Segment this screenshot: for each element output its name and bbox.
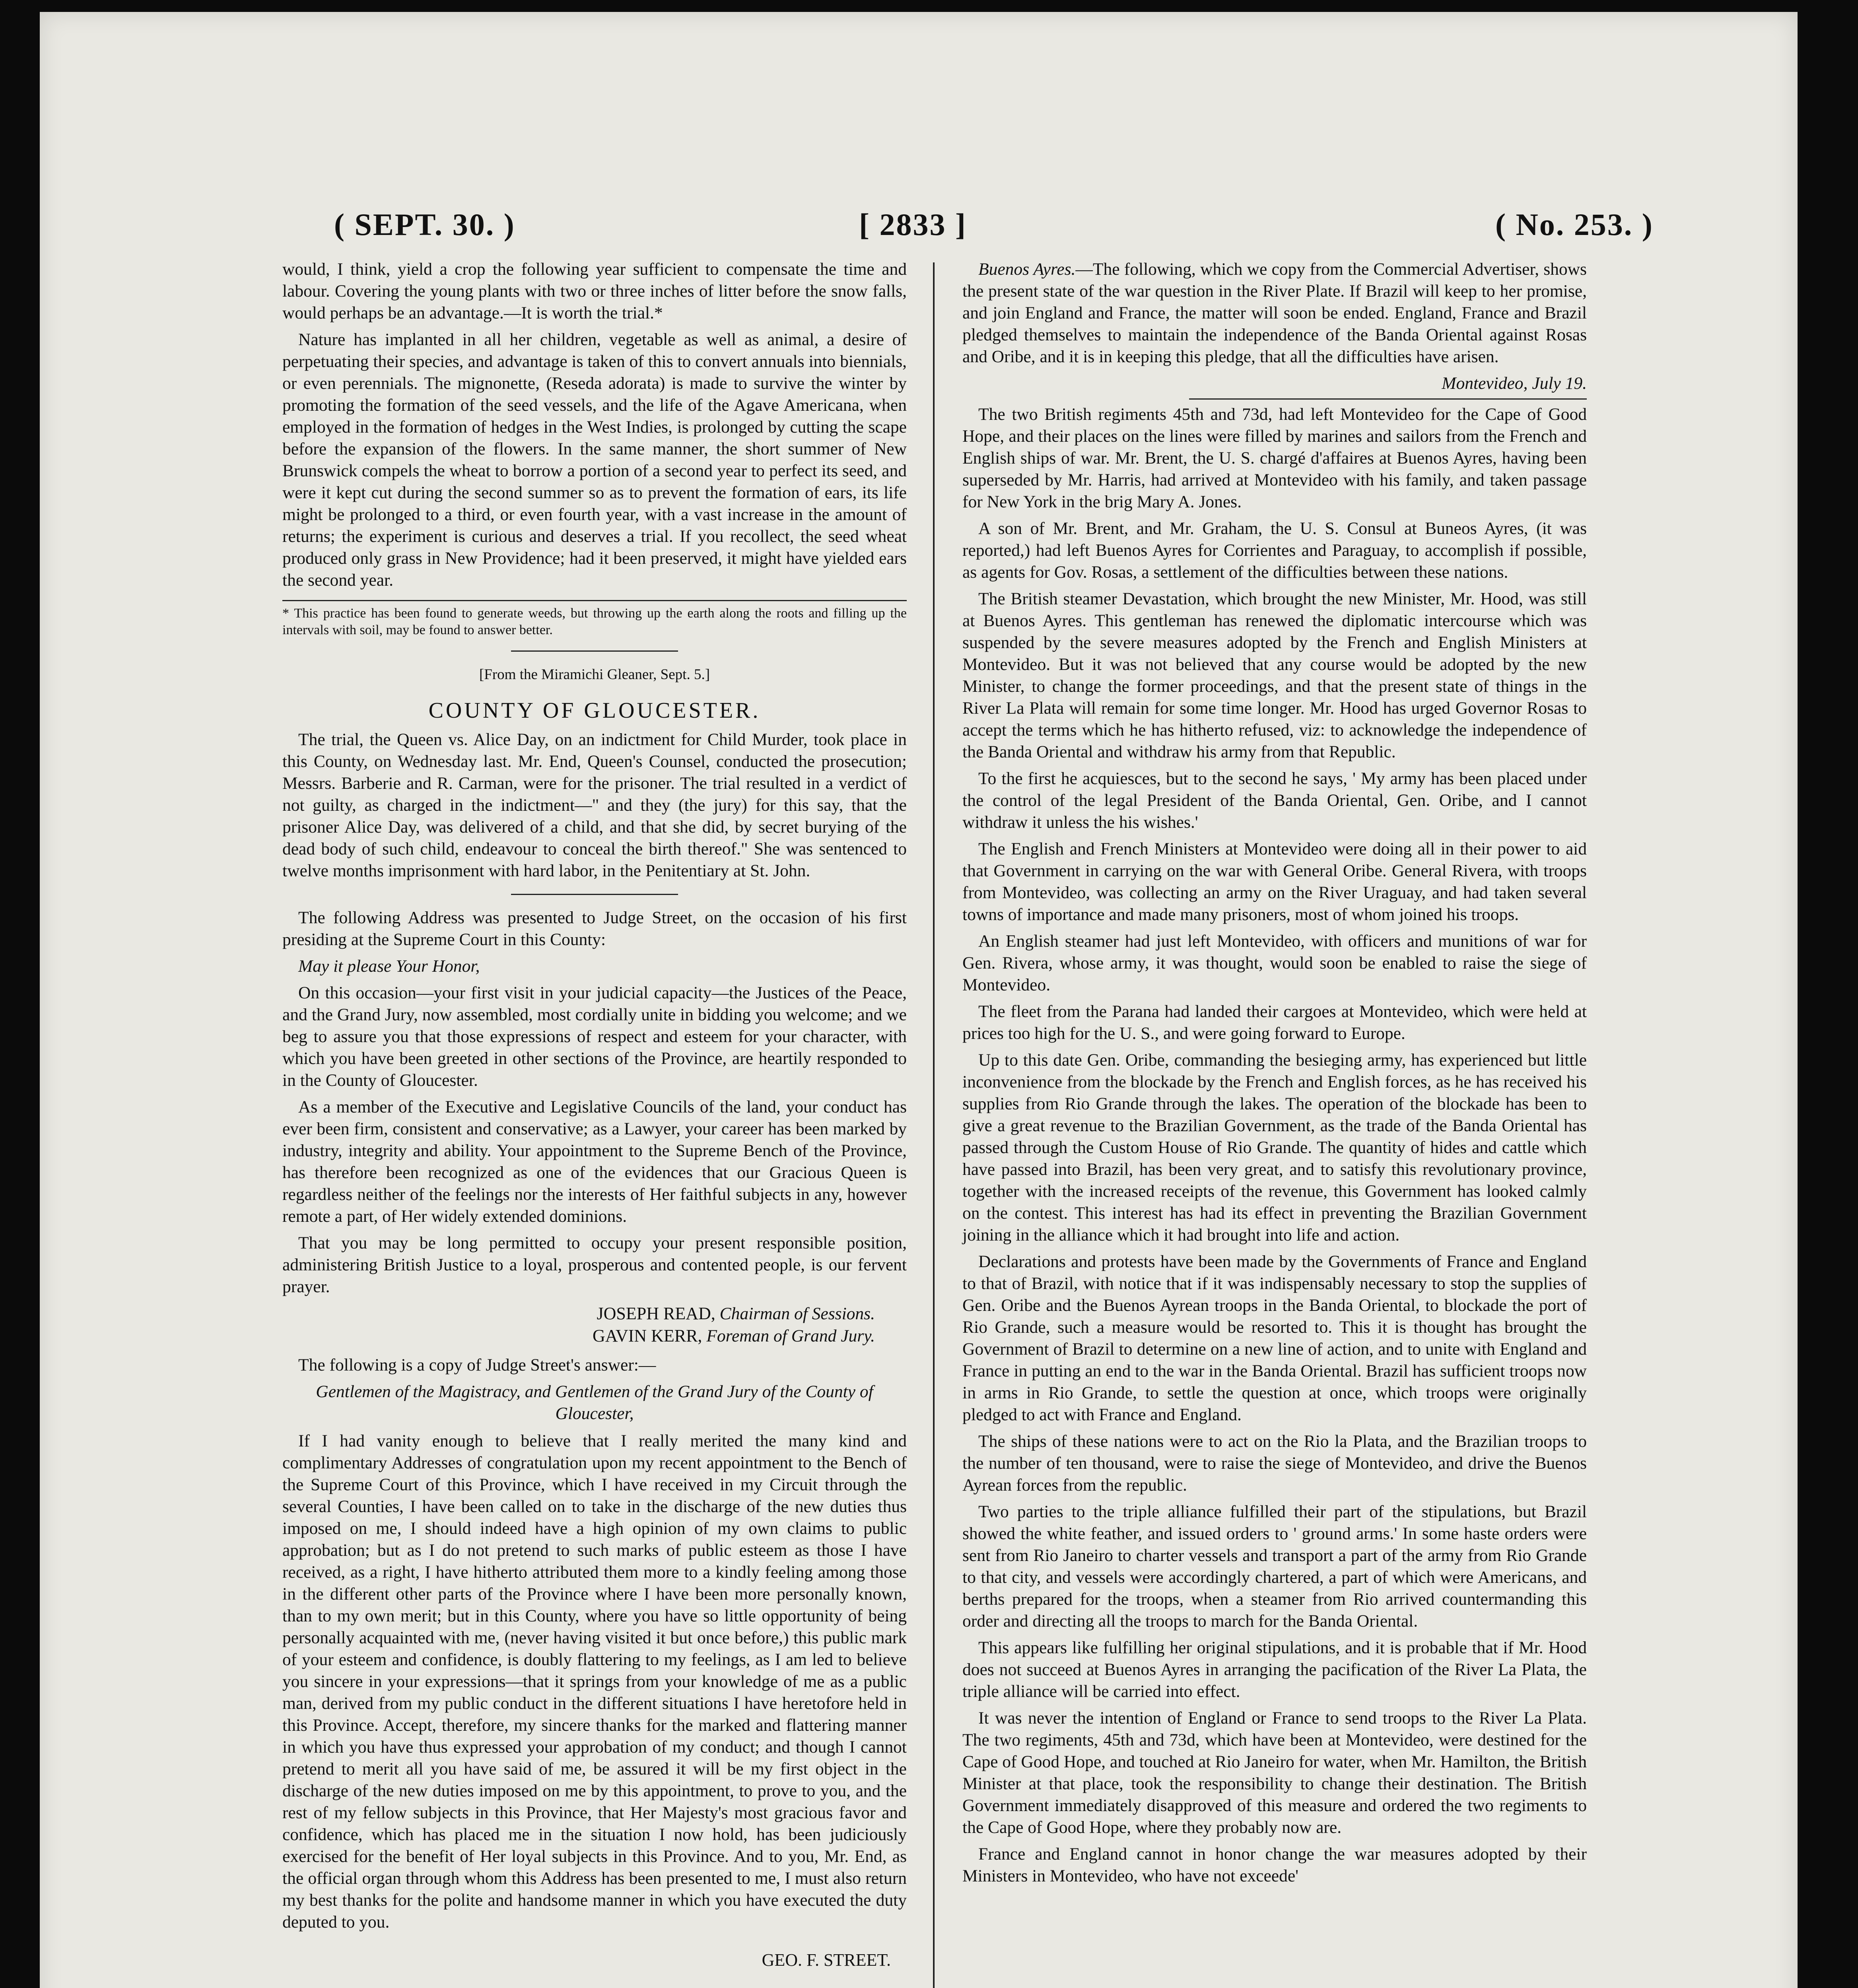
paragraph: This appears like fulfilling her original stipulations, and it is probable that if Mr. Hood does not succeed at Buenos Ayres in arranging the pacification of the River La Plata, the triple alliance will be carried into effect. <box>962 1638 1587 1701</box>
signature-title: Foreman of Grand Jury. <box>706 1326 875 1345</box>
greeting: Gentlemen of the Magistracy, and Gentlemen of the Grand Jury of the County of Gloucester, <box>316 1382 873 1423</box>
salutation: May it please Your Honor, <box>298 957 480 976</box>
paragraph: Up to this date Gen. Oribe, commanding the besieging army, has experienced but little inconvenience from the blockade by the French and English forces, as he has received his supplies from Rio Grande through the lakes. The operation of the blockade has been to give a great revenue to the Brazilian Government, as the trade of the Banda Oriental has passed through the Custom House of Rio Grande. The quantity of hides and cattle which have passed into Brazil, has been very great, and to satisfy this revolutionary province, together with the increased receipts of the revenue, this Government has looked calmly on the contest. This interest has had its effect in preventing the Brazilian Government joining in the alliance which it had brought into life and action. <box>962 1050 1587 1244</box>
paragraph: The British steamer Devastation, which brought the new Minister, Mr. Hood, was still at Buenos Ayres. This gentleman has renewed the diplomatic intercourse which was suspended by the severe measures adopted by the French and English Ministers at Montevideo. But it was not believed that any course would be adopted by the new Minister, to change the former proceedings, and that the present state of things in the River La Plata will remain for some time longer. Mr. Hood has urged Governor Rosas to accept the terms which he has hitherto refused, viz: to acknowledge the independence of the Banda Oriental and withdraw his army from that Republic. <box>962 589 1587 761</box>
paragraph: The following is a copy of Judge Street's answer:— <box>298 1355 656 1375</box>
source-line: [From the Miramichi Gleaner, Sept. 5.] <box>479 666 710 683</box>
signature-read <box>282 1303 907 1325</box>
divider <box>511 650 678 652</box>
paragraph: Nature has implanted in all her children, vegetable as well as animal, a desire of perpetuating their species, and advantage is taken of this to convert annuals into biennials, or even perennials. The mignonette, (Reseda adorata) is made to survive the winter by promoting the formation of the seed vessels, and the life of the Agave Americana, when employed in the formation of hedges in the West Indies, is prolonged by cutting the scape before the expansion of the flowers. In the same manner, the short summer of New Brunswick compels the wheat to borrow a portion of a second year to perfect its seed, and were it kept cut during the second summer so as to prevent the formation of ears, its life might be prolonged to a third, or even fourth year, with a vast increase in the amount of returns; the experiment is curious and deserves a trial. If you recollect, the seed wheat produced only grass in New Providence; had it been preserved, it might have yielded ears the second year. <box>282 330 907 590</box>
header-page-number: [ 2833 ] <box>859 207 967 242</box>
header-issue-number: ( No. 253. ) <box>1495 207 1654 242</box>
left-column <box>282 258 907 1971</box>
paragraph <box>962 258 1587 368</box>
signature-name: JOSEPH READ, <box>597 1304 715 1323</box>
paragraph: As a member of the Executive and Legislative Councils of the land, your conduct has ever been firm, consistent and conservative; as a Lawyer, your career has been marked by industry, integrity and ability. Your appointment to the Supreme Bench of the Province, has therefore been recognized as one of the evidences that our Gracious Queen is regardless neither of the feelings nor the interests of Her faithful subjects in any, however remote a part, of Her widely extended dominions. <box>282 1097 907 1226</box>
paragraph: would, I think, yield a crop the following year sufficient to compensate the time and labour. Covering the young plants with two or three inches of litter before the snow falls, would perhaps be an advantage.—It is worth the trial.* <box>282 260 907 322</box>
page-header <box>40 207 1798 250</box>
paragraph: An English steamer had just left Montevideo, with officers and munitions of war for Gen. Rivera, whose army, it was thought, would soon be enabled to raise the siege of Montevideo. <box>962 932 1587 994</box>
closing-signature: GEO. F. STREET. <box>762 1950 891 1970</box>
article-headline: COUNTY OF GLOUCESTER. <box>428 698 761 723</box>
signature-name: GAVIN KERR, <box>593 1326 702 1345</box>
paragraph-body: —The following, which we copy from the Commercial Advertiser, shows the present state of the war question in the River Plate. If Brazil will keep to her promise, and join England and France, the matter will soon be ended. England, France and Brazil pledged themselves to maintain the independence of the Banda Oriental against Rosas and Oribe, and it is in keeping this pledge, that all the difficulties have arisen. <box>962 260 1587 366</box>
signature-title: Chairman of Sessions. <box>719 1304 875 1323</box>
paragraph: The fleet from the Parana had landed their cargoes at Montevideo, which were held at prices too high for the U. S., and were going forward to Europe. <box>962 1002 1587 1043</box>
right-column <box>962 258 1587 1892</box>
paragraph: The English and French Ministers at Montevideo were doing all in their power to aid that Government in carrying on the war with General Oribe. General Rivera, with troops from Montevideo, was collecting an army on the River Uraguay, and had taken several towns of importance and made many prisoners, most of whom joined his troops. <box>962 839 1587 924</box>
paragraph: Two parties to the triple alliance fulfilled their part of the stipulations, but Brazil showed the white feather, and issued orders to ' ground arms.' In some haste orders were sent from Rio Janeiro to charter vessels and transport a part of the army from Rio Grande to that city, and vessels were accordingly chartered, a part of which were Americans, and berths prepared for the troops, when a steamer from Rio arrived countermanding this order and directing all the troops to march for the Banda Oriental. <box>962 1502 1587 1631</box>
paragraph: The two British regiments 45th and 73d, had left Montevideo for the Cape of Good Hope, and their places on the lines were filled by marines and sailors from the French and English ships of war. Mr. Brent, the U. S. chargé d'affaires at Buenos Ayres, having been superseded by Mr. Harris, had arrived at Montevideo with his family, and taken passage for New York in the brig Mary A. Jones. <box>962 405 1587 511</box>
divider <box>1189 398 1587 400</box>
paragraph: Declarations and protests have been made by the Governments of France and England to that of Brazil, with notice that if it was indispensably necessary to stop the supplies of Gen. Oribe and the Buenos Ayrean troops in the Banda Oriental, to blockade the port of Rio Grande, such a measure would be resorted to. This it is thought has brought the Government of Brazil to determine on a new line of action, and to unite with England and France in putting an end to the war in the Banda Oriental. Brazil has sufficient troops now in arms in Rio Grande, to settle the question at once, which troops were originally pledged to act with France and England. <box>962 1252 1587 1424</box>
paragraph: That you may be long permitted to occupy your present responsible position, administering British Justice to a loyal, prosperous and contented people, is our fervent prayer. <box>282 1233 907 1296</box>
paragraph-lead: Buenos Ayres. <box>978 260 1076 279</box>
paragraph: To the first he acquiesces, but to the second he says, ' My army has been placed under the control of the legal President of the Banda Oriental, Gen. Oribe, and I cannot withdraw it unless the his wishes.' <box>962 769 1587 832</box>
paragraph: It was never the intention of England or France to send troops to the River La Plata. The two regiments, 45th and 73d, which have been at Montevideo, were destined for the Cape of Good Hope, and touched at Rio Janeiro for water, when Mr. Hamilton, the British Minister at that place, took the responsibility to change their destination. The British Government immediately disapproved of this measure and ordered the two regiments to the Cape of Good Hope, where they probably now are. <box>962 1708 1587 1837</box>
paragraph: If I had vanity enough to believe that I really merited the many kind and complimentary Addresses of congratulation upon my recent appointment to the Bench of the Supreme Court of this Province, which I have received in my Circuit through the several Counties, I have been called on to take in the discharge of the new duties thus imposed on me, I should indeed have a high opinion of my own claims to public approbation; but as I do not pretend to such marks of public esteem as those I have received, as a right, I have hitherto attributed them more to a kindly feeling among those in the different other parts of the Province where I have been more personally known, than to my own merit; but in this County, where you have so little opportunity of being personally acquainted with me, (never having visited it but once before,) this public mark of your esteem and confidence, is doubly flattering to my feelings, as I am led to believe you sincere in your expressions—that it springs from your knowledge of me as a public man, derived from my public conduct in the different situations I have heretofore held in this Province. Accept, therefore, my sincere thanks for the marked and flattering manner in which you have thus expressed your approbation of my conduct; and though I cannot pretend to merit all you have said of me, be assured it will be my first object in the discharge of the new duties imposed on me by this appointment, to prove to you, and the rest of my fellow subjects in this Province, that Her Majesty's most gracious favor and confidence, which has placed me in the situation I now hold, has been judiciously exercised for the benefit of Her loyal subjects in this Province. And to you, Mr. End, as the official organ through whom this Address has been presented to me, I must also return my best thanks for the polite and handsome manner in which you have executed the duty deputed to you. <box>282 1431 907 1932</box>
dateline: Montevideo, July 19. <box>1442 374 1587 393</box>
header-date: ( SEPT. 30. ) <box>334 207 515 242</box>
column-rule <box>933 262 935 1988</box>
paragraph: A son of Mr. Brent, and Mr. Graham, the U. S. Consul at Buneos Ayres, (it was reported,) had left Buenos Ayres for Corrientes and Paraguay, to accomplish if possible, as agents for Gov. Rosas, a settlement of the difficulties between these nations. <box>962 519 1587 582</box>
divider <box>511 894 678 895</box>
paragraph: On this occasion—your first visit in your judicial capacity—the Justices of the Peace, and the Grand Jury, now assembled, most cordially unite in bidding you welcome; and we beg to assure you that those expressions of respect and esteem for your character, with which you have been greeted in other sections of the Province, are heartily responded to in the County of Gloucester. <box>282 983 907 1090</box>
signature-kerr <box>282 1325 907 1347</box>
footnote: * This practice has been found to generate weeds, but throwing up the earth along the roots and filling up the intervals with soil, may be found to answer better. <box>282 600 907 639</box>
paragraph: The trial, the Queen vs. Alice Day, on an indictment for Child Murder, took place in this County, on Wednesday last. Mr. End, Queen's Counsel, conducted the prosecution; Messrs. Barberie and R. Carman, were for the prisoner. The trial resulted in a verdict of not guilty, as charged in the indictment—" and they (the jury) for this say, that the prisoner Alice Day, was delivered of a child, and that she did, by secret burying of the dead body of such child, endeavour to conceal the birth thereof." She was sentenced to twelve months imprisonment with hard labor, in the Penitentiary at St. John. <box>282 730 907 880</box>
paragraph: France and England cannot in honor change the war measures adopted by their Ministers in Montevideo, who have not exceede' <box>962 1844 1587 1885</box>
paragraph: The ships of these nations were to act on the Rio la Plata, and the Brazilian troops to the number of ten thousand, were to raise the siege of Montevideo, and drive the Buenos Ayrean forces from the republic. <box>962 1432 1587 1495</box>
paragraph: The following Address was presented to Judge Street, on the occasion of his first presiding at the Supreme Court in this County: <box>282 908 907 949</box>
newspaper-page <box>40 12 1798 1988</box>
